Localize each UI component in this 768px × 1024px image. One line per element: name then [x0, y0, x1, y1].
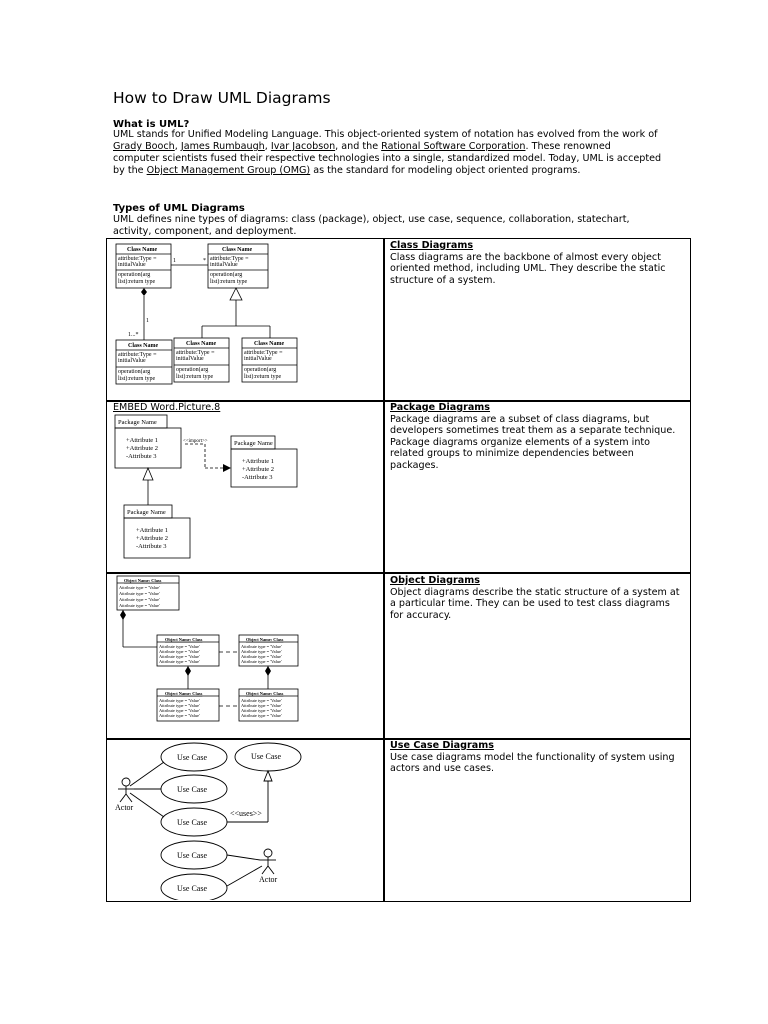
class-diagrams-cell [390, 240, 685, 286]
what-is-uml-paragraph [113, 129, 673, 177]
use-case-diagrams-desc: Use case diagrams model the functionality of system using actors and use cases. [390, 751, 675, 774]
package-diagram [110, 412, 382, 567]
types-line-2: activity, component, and deployment. [113, 226, 297, 237]
object-attr-label: Attribute type = 'Value' [159, 654, 200, 659]
use-case-diagrams-cell [390, 740, 685, 775]
class-op-label: list):return type [118, 279, 156, 285]
class-attr-label: attribute:Type = [176, 350, 215, 356]
types-line-1: UML defines nine types of diagrams: class (package), object, use case, sequence, collaboration, statechart, [113, 214, 630, 225]
object-attr-label: Attribute type = 'Value' [159, 698, 200, 703]
uses-label: <<uses>> [230, 809, 262, 818]
class-attr-label: attribute:Type = [118, 256, 157, 262]
what-line-4: by the Object Management Group (OMG) as the standard for modeling object oriented programs. [113, 165, 581, 176]
package-attr-label: +Attribute 2 [242, 466, 275, 473]
object-name-label: Object Name: Class [124, 578, 162, 583]
class-op-label: operation(arg [118, 272, 151, 278]
actor-label: Actor [115, 803, 134, 812]
object-diagrams-title: Object Diagrams [390, 575, 480, 586]
object-diagram [110, 574, 382, 734]
object-diagrams-cell [390, 575, 685, 621]
class-attr-label: initialValue [118, 262, 146, 268]
object-attr-label: Attribute type = 'Value' [159, 659, 200, 664]
object-attr-label: Attribute type = 'Value' [119, 603, 160, 608]
class-name-label: Class Name [186, 341, 217, 347]
types-heading: Types of UML Diagrams [113, 203, 245, 214]
object-attr-label: Attribute type = 'Value' [241, 654, 282, 659]
object-attr-label: Attribute type = 'Value' [119, 585, 160, 590]
class-op-label: list):return type [244, 374, 282, 380]
use-case-label: Use Case [177, 818, 207, 827]
use-case-label: Use Case [177, 785, 207, 794]
package-name-label: Package Name [234, 440, 273, 447]
class-op-label: operation(arg [118, 369, 151, 375]
object-attr-label: Attribute type = 'Value' [119, 591, 160, 596]
object-name-label: Object Name: Class [165, 637, 203, 642]
package-name-label: Package Name [118, 419, 157, 426]
class-attr-label: attribute:Type = [244, 350, 283, 356]
multiplicity-label: 1 [146, 318, 149, 324]
package-diagrams-desc: Package diagrams are a subset of class diagrams, but developers sometimes treat them as a separate technique. Package diagrams organize elements of a system into related groups to minimize dependencies between packages. [390, 413, 676, 471]
class-name-label: Class Name [127, 247, 158, 253]
object-attr-label: Attribute type = 'Value' [159, 708, 200, 713]
what-is-uml-heading: What is UML? [113, 119, 190, 130]
link-grady-booch[interactable]: Grady Booch [113, 141, 175, 152]
object-attr-label: Attribute type = 'Value' [241, 708, 282, 713]
class-name-label: Class Name [128, 343, 159, 349]
package-attr-label: +Attribute 1 [126, 437, 159, 444]
what-line-2: Grady Booch, James Rumbaugh, Ivar Jacobson, and the Rational Software Corporation. These renowned [113, 141, 611, 152]
actor-label: Actor [259, 875, 278, 884]
types-paragraph [113, 214, 673, 238]
package-name-label: Package Name [127, 509, 166, 516]
class-attr-label: initialValue [118, 358, 146, 364]
object-name-label: Object Name: Class [246, 637, 284, 642]
object-attr-label: Attribute type = 'Value' [241, 649, 282, 654]
multiplicity-label: 1...* [128, 332, 139, 338]
package-attr-label: +Attribute 1 [242, 458, 275, 465]
class-attr-label: attribute:Type = [118, 352, 157, 358]
use-case-diagrams-title: Use Case Diagrams [390, 740, 494, 751]
object-attr-label: Attribute type = 'Value' [241, 698, 282, 703]
class-diagrams-title: Class Diagrams [390, 240, 474, 251]
object-attr-label: Attribute type = 'Value' [241, 659, 282, 664]
class-name-label: Class Name [222, 247, 253, 253]
object-attr-label: Attribute type = 'Value' [159, 703, 200, 708]
class-diagrams-desc: Class diagrams are the backbone of almost every object oriented method, including UML. They describe the static structure of a system. [390, 251, 666, 286]
package-attr-label: +Attribute 2 [126, 445, 159, 452]
package-attr-label: +Attribute 2 [136, 535, 169, 542]
what-line-1: UML stands for Unified Modeling Language. This object-oriented system of notation has evolved from the work of [113, 129, 658, 140]
multiplicity-label: * [203, 258, 206, 264]
package-diagrams-cell [390, 402, 685, 471]
use-case-label: Use Case [177, 884, 207, 893]
object-attr-label: Attribute type = 'Value' [241, 703, 282, 708]
use-case-diagram [110, 740, 382, 900]
embed-field-label: EMBED Word.Picture.8 [113, 402, 221, 413]
package-attr-label: -Attribute 3 [242, 474, 273, 481]
multiplicity-label: 1 [173, 258, 176, 264]
class-attr-label: initialValue [244, 356, 272, 362]
class-name-label: Class Name [254, 341, 285, 347]
object-attr-label: Attribute type = 'Value' [241, 713, 282, 718]
import-label: <<import>> [183, 439, 208, 444]
package-attr-label: +Attribute 1 [136, 527, 169, 534]
class-op-label: list):return type [118, 376, 156, 382]
object-attr-label: Attribute type = 'Value' [159, 644, 200, 649]
object-attr-label: Attribute type = 'Value' [241, 644, 282, 649]
table-column-divider [383, 238, 385, 902]
class-attr-label: initialValue [210, 262, 238, 268]
class-op-label: list):return type [176, 374, 214, 380]
page-title: How to Draw UML Diagrams [113, 89, 331, 107]
link-omg[interactable]: Object Management Group (OMG) [146, 165, 311, 176]
use-case-label: Use Case [177, 753, 207, 762]
package-attr-label: -Attribute 3 [126, 453, 157, 460]
what-line-3: computer scientists fused their respective technologies into a single, standardized model. Today, UML is accepted [113, 153, 662, 164]
link-james-rumbaugh[interactable]: James Rumbaugh [180, 141, 265, 152]
class-op-label: operation(arg [244, 367, 277, 373]
link-ivar-jacobson[interactable]: Ivar Jacobson [270, 141, 336, 152]
object-name-label: Object Name: Class [246, 691, 284, 696]
object-diagrams-desc: Object diagrams describe the static structure of a system at a particular time. They can be used to test class diagrams for accuracy. [390, 586, 680, 621]
object-attr-label: Attribute type = 'Value' [159, 649, 200, 654]
class-op-label: operation(arg [176, 367, 209, 373]
link-rational-software[interactable]: Rational Software Corporation [381, 141, 526, 152]
use-case-label: Use Case [177, 851, 207, 860]
object-name-label: Object Name: Class [165, 691, 203, 696]
class-attr-label: attribute:Type = [210, 256, 249, 262]
class-attr-label: initialValue [176, 356, 204, 362]
package-diagrams-title: Package Diagrams [390, 402, 491, 413]
package-attr-label: -Attribute 3 [136, 543, 167, 550]
class-op-label: operation(arg [210, 272, 243, 278]
object-attr-label: Attribute type = 'Value' [119, 597, 160, 602]
use-case-label: Use Case [251, 752, 281, 761]
class-diagram [110, 240, 382, 390]
class-op-label: list):return type [210, 279, 248, 285]
object-attr-label: Attribute type = 'Value' [159, 713, 200, 718]
